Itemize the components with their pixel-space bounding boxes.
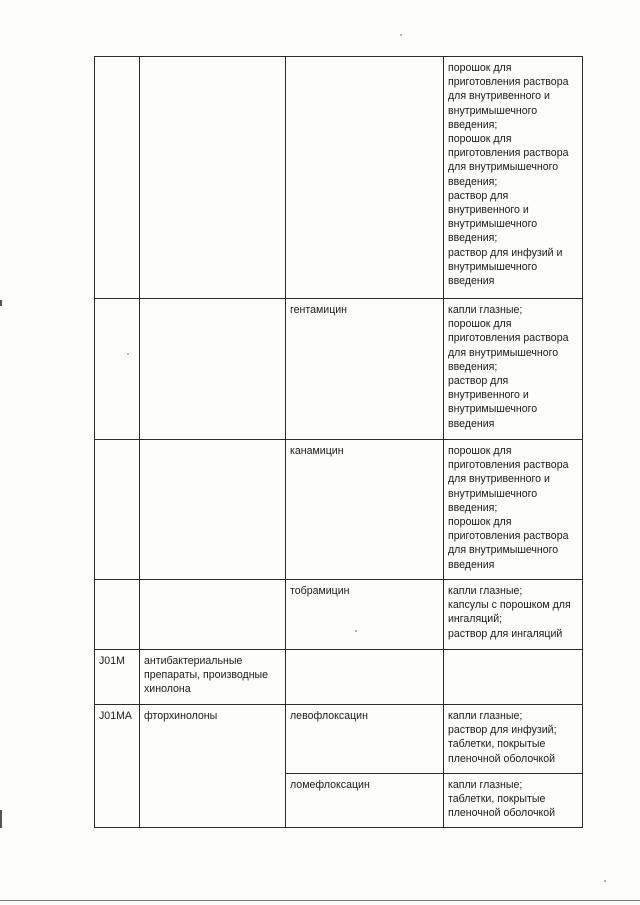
drug-name-cell: тобрамицин	[286, 580, 444, 650]
table-row	[95, 440, 583, 580]
atc-code-cell	[95, 299, 140, 440]
table-row	[95, 705, 583, 774]
atc-code-cell: J01MA	[95, 705, 140, 828]
table-row	[95, 299, 583, 440]
scan-artifact	[400, 34, 402, 36]
dosage-forms-cell	[444, 650, 583, 705]
dosage-forms-cell: порошок для приготовления раствора для внутривенного и внутримышечного введения; порошок для приготовления раствора для внутримышечного введения	[444, 440, 583, 580]
scan-artifact	[127, 353, 129, 355]
group-name-cell	[140, 580, 286, 650]
atc-code-cell	[95, 57, 140, 299]
group-name-cell: антибактериальные препараты, производные хинолона	[140, 650, 286, 705]
group-name-cell: фторхинолоны	[140, 705, 286, 828]
drug-table	[94, 56, 583, 828]
drug-name-cell	[286, 650, 444, 705]
scan-edge-line	[0, 900, 640, 901]
dosage-forms-cell: капли глазные; порошок для приготовления раствора для внутримышечного введения; раствор для внутривенного и внутримышечного введения	[444, 299, 583, 440]
drug-name-cell	[286, 57, 444, 299]
dosage-forms-cell: капли глазные; таблетки, покрытые пленочной оболочкой	[444, 774, 583, 828]
drug-name-cell: левофлоксацин	[286, 705, 444, 774]
table-row	[95, 580, 583, 650]
group-name-cell	[140, 57, 286, 299]
atc-code-cell	[95, 440, 140, 580]
dosage-forms-cell: капли глазные; раствор для инфузий; таблетки, покрытые пленочной оболочкой	[444, 705, 583, 774]
atc-code-cell	[95, 580, 140, 650]
group-name-cell	[140, 299, 286, 440]
scan-artifact	[604, 880, 606, 882]
group-name-cell	[140, 440, 286, 580]
scan-artifact	[355, 630, 357, 632]
drug-name-cell: гентамицин	[286, 299, 444, 440]
dosage-forms-cell: капли глазные; капсулы с порошком для ингаляций; раствор для ингаляций	[444, 580, 583, 650]
scan-artifact	[0, 810, 2, 828]
atc-code-cell: J01M	[95, 650, 140, 705]
drug-name-cell: канамицин	[286, 440, 444, 580]
drug-name-cell: ломефлоксацин	[286, 774, 444, 828]
table-row	[95, 57, 583, 299]
scan-artifact	[0, 300, 2, 306]
dosage-forms-cell: порошок для приготовления раствора для внутривенного и внутримышечного введения; порошок для приготовления раствора для внутримышечного введения; раствор для внутривенного и внутримышечного введения; раствор для инфузий и внутримышечного введения	[444, 57, 583, 299]
table-row	[95, 650, 583, 705]
